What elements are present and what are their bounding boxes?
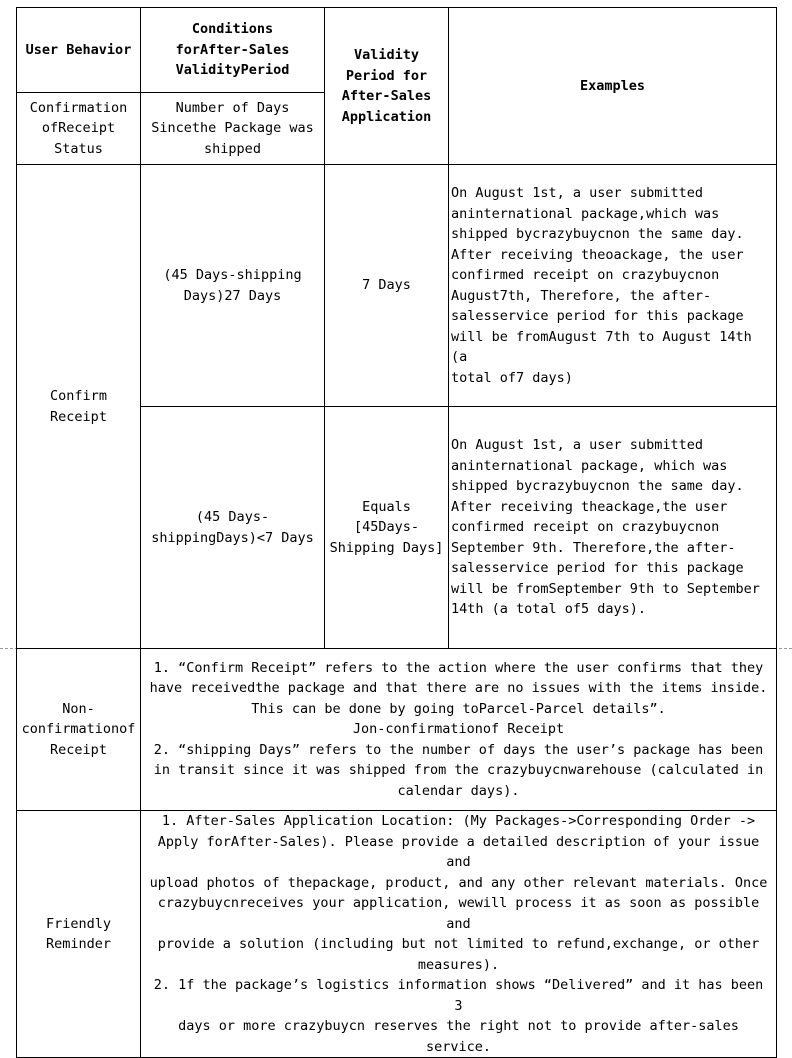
validity-cell: 7 Days <box>325 165 449 407</box>
nonconfirmation-label: Non- confirmationof Receipt <box>17 649 141 811</box>
friendly-reminder-label: Friendly Reminder <box>17 811 141 1058</box>
validity-cell: Equals [45Days- Shipping Days] <box>325 407 449 649</box>
confirm-receipt-label: Confirm Receipt <box>17 165 141 649</box>
example-cell: On August 1st, a user submitted aninternational package, which was shipped bycrazybuycnon the same day. After receiving theackage,the user confirmed receipt on crazybuycnon September 9th. Therefore,the after- salesservice period for this package will be fromSeptember 9th to September 14th (a total of5 days). <box>449 407 777 649</box>
header-examples: Examples <box>449 8 777 165</box>
header-user-behavior: User Behavior <box>17 8 141 93</box>
header-conditions: Conditions forAfter-Sales ValidityPeriod <box>141 8 325 93</box>
confirm-row-1 <box>17 165 777 407</box>
condition-cell: (45 Days-shipping Days)27 Days <box>141 165 325 407</box>
friendly-reminder-row <box>17 811 777 1058</box>
friendly-reminder-notes: 1. After-Sales Application Location: (My Packages->Corresponding Order -> Apply forAfter-Sales). Please provide a detailed description of your issue and upload photos of thepackage, product, and any other relevant materials. Once crazybuycnreceives your application, wewill process it as soon as possible and provide a solution (including but not limited to refund,exchange, or other measures). 2. 1f the package’s logistics information shows “Delivered” and it has been 3 days or more crazybuycn reserves the right not to provide after-sales service. <box>141 811 777 1058</box>
subheader-confirmation-status: Confirmation ofReceipt Status <box>17 93 141 165</box>
subheader-days-since-shipped: Number of Days Sincethe Package was shipped <box>141 93 325 165</box>
nonconfirmation-notes: 1. “Confirm Receipt” refers to the action where the user confirms that they have receivedthe package and that there are no issues with the items inside. This can be done by going toParcel-Parcel details”. Jon-confirmationof Receipt 2. “shipping Days” refers to the number of days the user’s package has been in transit since it was shipped from the crazybuycnwarehouse (calculated in calendar days). <box>141 649 777 811</box>
example-cell: On August 1st, a user submitted aninternational package,which was shipped bycrazybuycnon the same day. After receiving theoackage, the user confirmed receipt on crazybuycnon August7th, Therefore, the after- salesservice period for this package will be fromAugust 7th to August 14th (a total of7 days) <box>449 165 777 407</box>
header-row <box>17 8 777 93</box>
after-sales-policy-table <box>16 7 777 1058</box>
nonconfirmation-row <box>17 649 777 811</box>
header-validity-period: Validity Period for After-Sales Application <box>325 8 449 165</box>
condition-cell: (45 Days- shippingDays)<7 Days <box>141 407 325 649</box>
